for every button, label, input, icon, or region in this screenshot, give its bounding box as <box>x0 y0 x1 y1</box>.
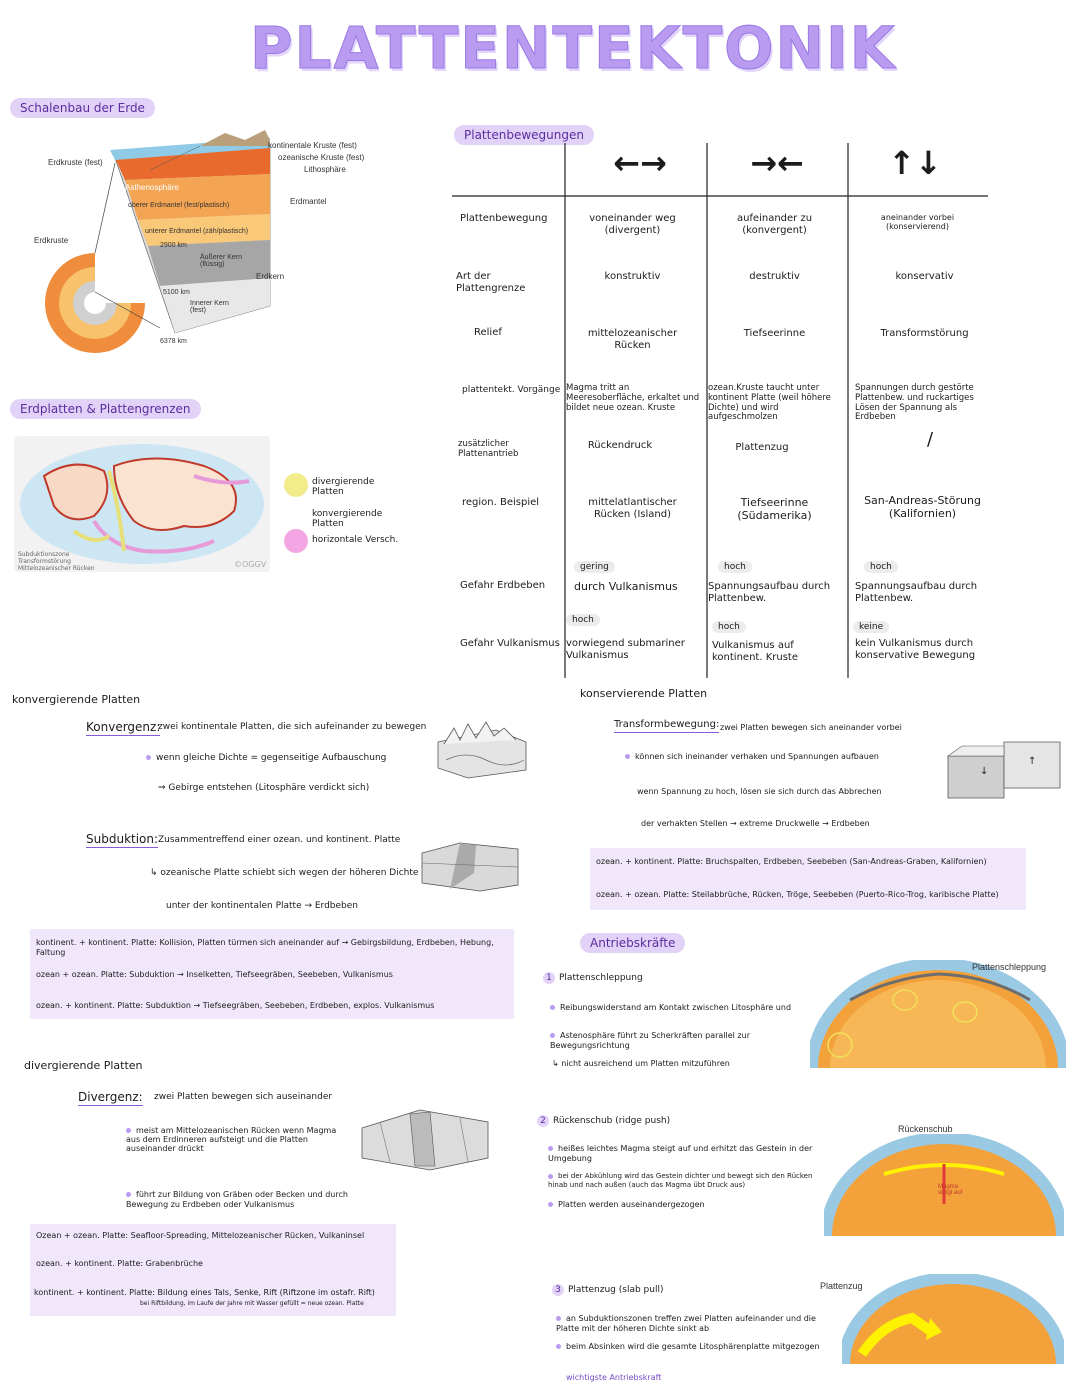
antrieb-3-title: 3 Plattenzug (slab pull) <box>552 1284 663 1296</box>
transform-fault-diagram <box>946 738 1062 802</box>
divergierend-heading: divergierende Platten <box>24 1059 143 1072</box>
konservierend-box-line-2: ozean. + ozean. Platte: Steilabbrüche, Rücken, Tröge, Seebeben (Puerto-Rico-Trog, karibische Platte) <box>596 890 999 899</box>
mountain-block-diagram <box>436 720 528 780</box>
subduktion-bullet-1: ↳ ozeanische Platte schiebt sich wegen der höheren Dichte <box>150 868 419 878</box>
cell-vorgaenge-div: Magma tritt an Meeresoberfläche, erkaltet und bildet neue ozean. Kruste <box>566 383 700 413</box>
cell-erdbeben-div: durch Vulkanismus <box>574 580 678 593</box>
bewegungen-heading: Plattenbewegungen <box>454 125 594 145</box>
label-kont-kruste: kontinentale Kruste (fest) <box>268 141 357 150</box>
cell-vulkan-div: vorwiegend submariner Vulkanismus <box>566 638 685 661</box>
antrieb-2-title: 2 Rückenschub (ridge push) <box>537 1115 670 1127</box>
konvergenz-def: zwei kontinentale Platten, die sich aufeinander zu bewegen <box>158 722 427 732</box>
antrieb-1-bullet-1: Reibungswiderstand am Kontakt zwischen Litosphäre und <box>550 1003 820 1013</box>
cell-beispiel-div: mittelatlantischer Rücken (Island) <box>588 497 677 520</box>
divergenz-def: zwei Platten bewegen sich auseinander <box>154 1092 333 1102</box>
antriebskraefte-heading: Antriebskräfte <box>580 933 685 953</box>
row-label-erdbeben: Gefahr Erdbeben <box>460 580 546 591</box>
divergierend-box-line-2: ozean. + kontinent. Platte: Grabenbrüche <box>36 1259 203 1268</box>
arrow-transform-icon: ↑↓ <box>888 144 942 182</box>
subduktion-def: Zusammentreffend einer ozean. und kontinent. Platte <box>158 835 401 845</box>
cell-beispiel-konv: Tiefseerinne (Südamerika) <box>737 496 812 522</box>
divergierend-box-line-1: Ozean + ozean. Platte: Seafloor-Spreading, Mittelozeanischer Rücken, Vulkaninsel <box>36 1231 365 1240</box>
konvergenz-bullet-1: wenn gleiche Dichte = gegenseitige Aufbauschung <box>146 753 386 764</box>
label-aeusserer-kern: Äußerer Kern (flüssig) <box>200 254 243 268</box>
page-title: PLATTENTEKTONIK <box>250 14 897 82</box>
cell-grenze-konv: destruktiv <box>749 271 800 282</box>
antrieb-2-bullet-2: bei der Abkühlung wird das Gestein dichter und bewegt sich den Rücken hinab und nach außen (auch das Magma übt Druck aus) <box>548 1172 813 1189</box>
antrieb-3-figure-label: Plattenzug <box>820 1281 863 1291</box>
divergierend-box-line-3: kontinent. + kontinent. Platte: Bildung eines Tals, Senke, Rift (Riftzone im ostafr. Rift) <box>34 1288 375 1297</box>
antrieb-1-bullet-3: ↳ nicht ausreichend um Platten mitzuführen <box>552 1059 730 1068</box>
row-label-vorgaenge: plattentekt. Vorgänge <box>462 385 561 395</box>
slab-drag-diagram <box>810 960 1066 1070</box>
konvergenz-term: Konvergenz: <box>86 720 161 734</box>
divergierend-box-line-4: bei Riftbildung, im Laufe der Jahre mit Wasser gefüllt = neue ozean. Platte <box>140 1300 364 1307</box>
cell-relief-kons: Transformstörung <box>880 328 969 339</box>
row-label-plattengrenze: Art der Plattengrenze <box>456 271 526 294</box>
konvergenz-bullet-2: ⇒ Gebirge entstehen (Litosphäre verdickt sich) <box>158 783 370 793</box>
cell-grenze-div: konstruktiv <box>604 271 661 282</box>
cell-erdbeben-kons: Spannungsaufbau durch Plattenbew. <box>855 581 978 604</box>
label-unterer-erdmantel: unterer Erdmantel (zäh/plastisch) <box>145 228 249 235</box>
label-erdkern: Erdkern <box>256 272 285 281</box>
arrow-convergent-icon: →← <box>750 144 804 182</box>
legend-swatch-divergent <box>284 473 308 497</box>
transform-def: zwei Platten bewegen sich aneinander vorbei <box>720 723 902 732</box>
row-label-plattenbewegung: Plattenbewegung <box>460 213 548 224</box>
label-lithosphaere: Lithosphäre <box>304 165 346 174</box>
row-label-beispiel: region. Beispiel <box>462 497 540 508</box>
tag-vulkan-div: hoch <box>566 614 600 626</box>
transform-bullet-1: können sich ineinander verhaken und Spannungen aufbauen <box>625 752 879 762</box>
arrow-divergent-icon: ←→ <box>613 144 667 182</box>
label-5100km: 5100 km <box>163 289 190 296</box>
tag-erdbeben-div: gering <box>574 561 615 573</box>
row-label-relief: Relief <box>474 327 502 338</box>
slab-pull-diagram <box>842 1274 1064 1366</box>
antrieb-1-bullet-2: Astenosphäre führt zu Scherkräften parallel zur Bewegungsrichtung <box>550 1031 750 1050</box>
antrieb-2-figure-label: Rückenschub <box>898 1124 953 1134</box>
antrieb-3-footer: wichtigste Antriebskraft <box>566 1373 662 1382</box>
cell-antrieb-konv: Plattenzug <box>735 442 789 453</box>
label-innerer-kern: Innerer Kern (fest) <box>190 300 229 314</box>
transform-bullet-3: der verhakten Stellen → extreme Druckwelle → Erdbeben <box>641 819 870 828</box>
row-label-antrieb: zusätzlicher Plattenantrieb <box>458 439 519 459</box>
konvergierend-box-line-2: ozean + ozean. Platte: Subduktion → Inselketten, Tiefseegräben, Seebeben, Vulkanismus <box>36 970 393 979</box>
antrieb-2-bullet-3: Platten werden auseinandergezogen <box>548 1200 818 1210</box>
label-erdkruste: Erdkruste <box>34 236 69 245</box>
tag-vulkan-kons: keine <box>853 621 889 633</box>
konservierend-box-line-1: ozean. + kontinent. Platte: Bruchspalten, Erdbeben, Seebeben (San-Andreas-Graben, Kalifornien) <box>596 857 987 866</box>
cell-grenze-kons: konservativ <box>895 271 954 282</box>
label-oberer-erdmantel: oberer Erdmantel (fest/plastisch) <box>128 202 230 209</box>
cell-bewegung-konv: aufeinander zu (konvergent) <box>736 213 813 236</box>
legend-konvergent-label: konvergierende Platten <box>312 509 383 529</box>
map-credit: ©OGGV <box>234 560 267 569</box>
cell-antrieb-div: Rückendruck <box>587 440 653 451</box>
cell-relief-div: mittelozeanischer Rücken <box>587 328 678 351</box>
subduktion-bullet-2: unter der kontinentalen Platte → Erdbeben <box>166 901 359 911</box>
svg-text:↑: ↑ <box>1028 756 1037 767</box>
antrieb-3-bullet-2: beim Absinken wird die gesamte Litosphärenplatte mitgezogen <box>556 1342 826 1352</box>
rift-block-diagram <box>360 1100 490 1172</box>
transform-term: Transformbewegung: <box>614 719 719 733</box>
cell-beispiel-kons: San-Andreas-Störung (Kalifornien) <box>864 494 981 520</box>
antrieb-2-magma-label: Magma steigt auf <box>938 1184 963 1196</box>
legend-divergent-label: divergierende Platten <box>312 477 375 497</box>
subduktion-term: Subduktion: <box>86 832 159 846</box>
transform-bullet-2: wenn Spannung zu hoch, lösen sie sich durch das Abbrechen <box>637 787 882 796</box>
konvergierend-box-line-1: kontinent. + kontinent. Platte: Kollision, Platten türmen sich aneinander auf → Gebirgsbildung, Erdbeben, Hebung, Faltung <box>36 938 494 957</box>
antrieb-3-bullet-1: an Subduktionszonen treffen zwei Platten aufeinander und die Platte mit der höheren Dichte sinkt ab <box>556 1314 816 1333</box>
divergenz-bullet-1: meist am Mittelozeanischen Rücken wenn Magma aus dem Erdinneren aufsteigt und die Platten auseinander drückt <box>126 1126 337 1154</box>
cell-erdbeben-konv: Spannungsaufbau durch Plattenbew. <box>708 581 831 604</box>
row-label-vulkanismus: Gefahr Vulkanismus <box>460 638 560 649</box>
antrieb-1-figure-label: Plattenschleppung <box>972 962 1047 972</box>
label-erdmantel: Erdmantel <box>290 197 327 206</box>
map-legend: Subduktionszone Transformstörung Mittelozeanischer Rücken <box>18 551 95 573</box>
cell-relief-konv: Tiefseerinne <box>743 328 806 339</box>
label-erdkruste-fest: Erdkruste (fest) <box>48 158 103 167</box>
cell-vorgaenge-kons: Spannungen durch gestörte Plattenbew. und ruckartiges Lösen der Spannung als Erdbeben <box>855 383 974 423</box>
cell-vulkan-kons: kein Vulkanismus durch konservative Bewegung <box>855 638 976 661</box>
konvergierend-heading: konvergierende Platten <box>12 693 141 706</box>
legend-swatch-horizontal <box>284 529 308 553</box>
legend-horizontal-label: horizontale Versch. <box>312 535 399 545</box>
konservierend-heading: konservierende Platten <box>580 687 708 700</box>
cell-bewegung-div: voneinander weg (divergent) <box>589 213 676 236</box>
subduction-block-diagram <box>420 833 520 895</box>
cell-bewegung-kons: aneinander vorbei (konservierend) <box>880 213 955 232</box>
label-asthenosphaere: Asthenosphäre <box>125 183 179 192</box>
tag-vulkan-konv: hoch <box>712 621 746 633</box>
divergenz-bullet-2: führt zur Bildung von Gräben oder Becken und durch Bewegung zu Erdbeben oder Vulkanismus <box>126 1190 348 1209</box>
cell-vulkan-konv: Vulkanismus auf kontinent. Kruste <box>712 640 798 663</box>
cell-vorgaenge-konv: ozean.Kruste taucht unter kontinent Platte (weil höhere Dichte) und wird aufgeschmolzen <box>708 383 831 423</box>
svg-text:↓: ↓ <box>980 766 989 777</box>
konvergierend-box-line-3: ozean. + kontinent. Platte: Subduktion → Tiefseegräben, Seebeben, Erdbeben, explos. Vulkanismus <box>36 1001 435 1010</box>
erdplatten-heading: Erdplatten & Plattengrenzen <box>10 399 201 419</box>
tag-erdbeben-konv: hoch <box>718 561 752 573</box>
schalenbau-heading: Schalenbau der Erde <box>10 98 155 118</box>
antrieb-2-bullet-1: heißes leichtes Magma steigt auf und erhitzt das Gestein in der Umgebung <box>548 1144 813 1163</box>
antrieb-1-title: 1 Plattenschleppung <box>543 972 643 984</box>
label-6378km: 6378 km <box>160 338 187 345</box>
cell-antrieb-kons: / <box>926 429 934 450</box>
label-2900km: 2900 km <box>160 242 187 249</box>
tag-erdbeben-kons: hoch <box>864 561 898 573</box>
divergenz-term: Divergenz: <box>78 1090 143 1104</box>
label-ozean-kruste: ozeanische Kruste (fest) <box>278 153 365 162</box>
